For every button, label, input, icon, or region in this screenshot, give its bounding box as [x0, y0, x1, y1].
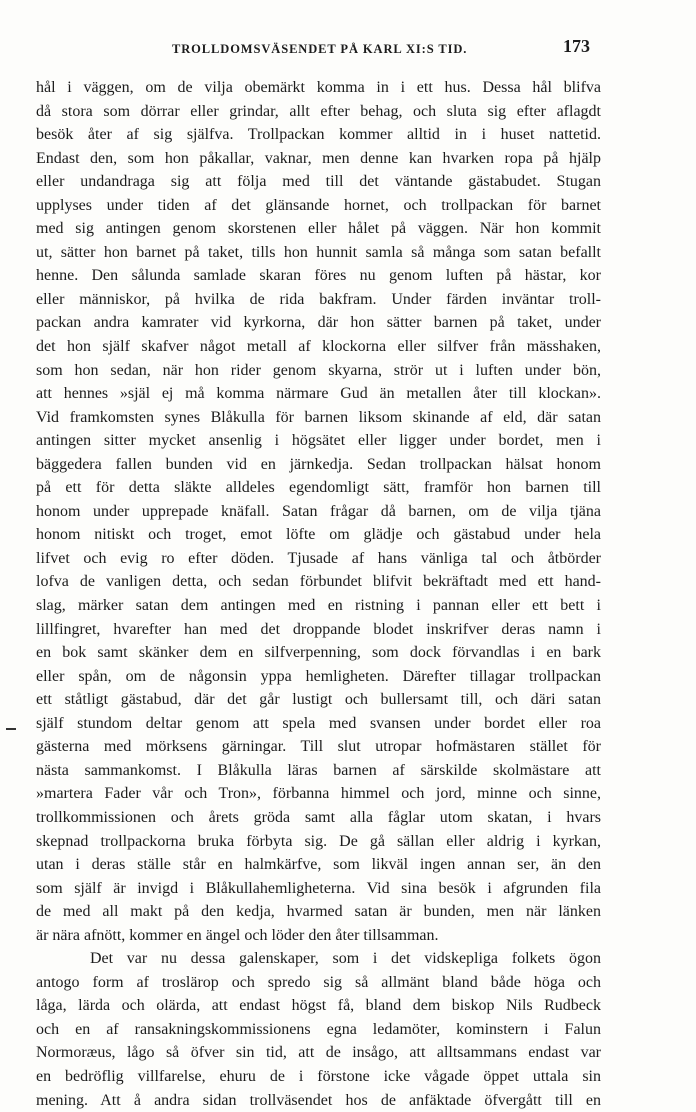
text-line: eller spån, om de någonsin yppa hemligheten. Därefter tillagar trollpackan [36, 667, 601, 685]
text-line: då stora som dörrar eller grindar, allt efter behag, och sluta sig efter aflagdt [36, 102, 601, 120]
text-line: honom under upprepade knäfall. Satan frågar då barnen, om de vilja tjäna [36, 502, 601, 520]
text-line: utan i deras ställe står en halmkärfve, som likväl ingen annan ser, än den [36, 856, 601, 874]
text-line: besök åter af sig själfva. Trollpackan kommer alltid in i huset nattetid. [36, 126, 601, 144]
text-line: lifvet och evig ro efter döden. Tjusade af hans vänliga tal och åtbörder [36, 549, 601, 567]
text-line: ett ståtligt gästabud, där det går lustigt och bullersamt till, och däri satan [36, 691, 601, 709]
text-line: ut, sätter hon barnet på taket, tills hon hunnit samla så många som satan befallt [36, 243, 601, 261]
text-line: skepnad trollpackorna bruka förbyta sig. De gå sällan eller aldrig i kyrkan, [36, 832, 601, 850]
text-line: lofva de vanligen detta, och sedan förbundet blifvit bekräftadt med ett hand- [36, 573, 601, 591]
text-line: nästa sammankomst. I Blåkulla läras barnen af särskilde skolmästare att [36, 761, 601, 779]
text-line: Vid framkomsten synes Blåkulla för barnen liksom skinande af eld, där satan [36, 408, 601, 426]
text-line: och en af ransakningskommissionens egna ledamöter, kominstern i Falun [36, 1020, 601, 1038]
text-line: på ett för detta släkte alldeles egendomligt sätt, framför hon barnen till [36, 479, 601, 497]
text-line: antogo form af troslärор och spredo sig så allmänt bland både höga och [36, 973, 601, 991]
text-line: är nära afnött, kommer en ängel och löder den åter tillsamman. [36, 926, 439, 944]
text-line: upplyses under tiden af det glänsande hornet, och trollpackan för barnet [36, 196, 601, 214]
text-line: Normoræus, lågo så öfver sin tid, att de insågo, att alltsammans endast var [36, 1044, 601, 1062]
text-line: en bok samt skänker dem en silfverpenning, som dock förvandlas i en bark [36, 644, 601, 662]
text-line: gästerna med mörksens gärningar. Till slut utropar hofmästaren stället för [36, 738, 601, 756]
text-line: bäggedera fallen bunden vid en järnkedja. Sedan trollpackan hälsat honom [36, 455, 601, 473]
text-line: lillfingret, hvarefter han med det droppande blodet inskrifver deras namn i [36, 620, 601, 638]
text-line: trollkommissionen och årets gröda samt alla fåglar utom skatan, i hvars [36, 808, 601, 826]
text-line: som hon sedan, när hon rider genom skyarna, strör ut i luften under bön, [36, 361, 601, 379]
text-line: eller undandraga sig att följa med till det väntande gästabudet. Stugan [36, 173, 601, 191]
text-line: slag, märker satan dem antingen med en ristning i pannan eller ett bett i [36, 597, 601, 615]
text-line: mening. Att å andra sidan trollväsendet hos de anfäktade öfvergått till en [36, 1091, 601, 1109]
text-line: som själf är invigd i Blåkullahemligheterna. Vid sina besök i afgrunden fila [36, 879, 601, 897]
text-line: »martera Fader vår och Tron», förbanna himmel och jord, minne och sinne, [36, 785, 601, 803]
text-line: att hennes »själ ej må komma närmare Gud än metallen åter till klockan». [36, 385, 601, 403]
text-line: antingen sitter mycket ansenlig i högsätet eller ligger under bordet, men i [36, 432, 601, 450]
page-header [0, 36, 696, 60]
text-line: eller människor, på hvilka de rida bakfram. Under färden inväntar troll- [36, 290, 601, 308]
text-line: låga, lärda och olärda, att endast högst få, bland dem biskop Nils Rudbeck [36, 997, 601, 1015]
text-line: det hon själf skafver något metall af klockorna eller silfver från mässhaken, [36, 338, 601, 356]
text-line: Det var nu dessa galenskaper, som i det vidskepliga folkets ögon [90, 950, 601, 968]
text-line: de med all makt på den kedja, hvarmed satan är bunden, men när länken [36, 903, 601, 921]
text-line: Endast den, som hon påkallar, vaknar, men denne kan hvarken ropa på hjälp [36, 149, 601, 167]
text-line: med sig antingen genom skorstenen eller hålet på väggen. När hon kommit [36, 220, 601, 238]
page-number: 173 [563, 36, 590, 56]
text-line: packan andra kamrater vid kyrkorna, där hon sätter barnen på taket, under [36, 314, 601, 332]
margin-mark [6, 728, 16, 730]
body-text [36, 76, 601, 1112]
text-line: själf stundom deltar genom att spela med svansen under bordet eller roa [36, 714, 601, 732]
text-line: hål i väggen, om de vilja obemärkt komma in i ett hus. Dessa hål blifva [36, 79, 601, 96]
text-line: henne. Den sålunda samlade skaran föres nu genom luften på hästar, kor [36, 267, 601, 285]
text-line: en bedröflig villfarelse, ehuru de i förstone icke vågade öppet uttala sin [36, 1067, 601, 1085]
text-line: honom nitiskt och troget, emot löfte om glädje och gästabud under hela [36, 526, 601, 544]
running-head: TROLLDOMSVÄSENDET PÅ KARL XI:S TID. [172, 42, 468, 56]
